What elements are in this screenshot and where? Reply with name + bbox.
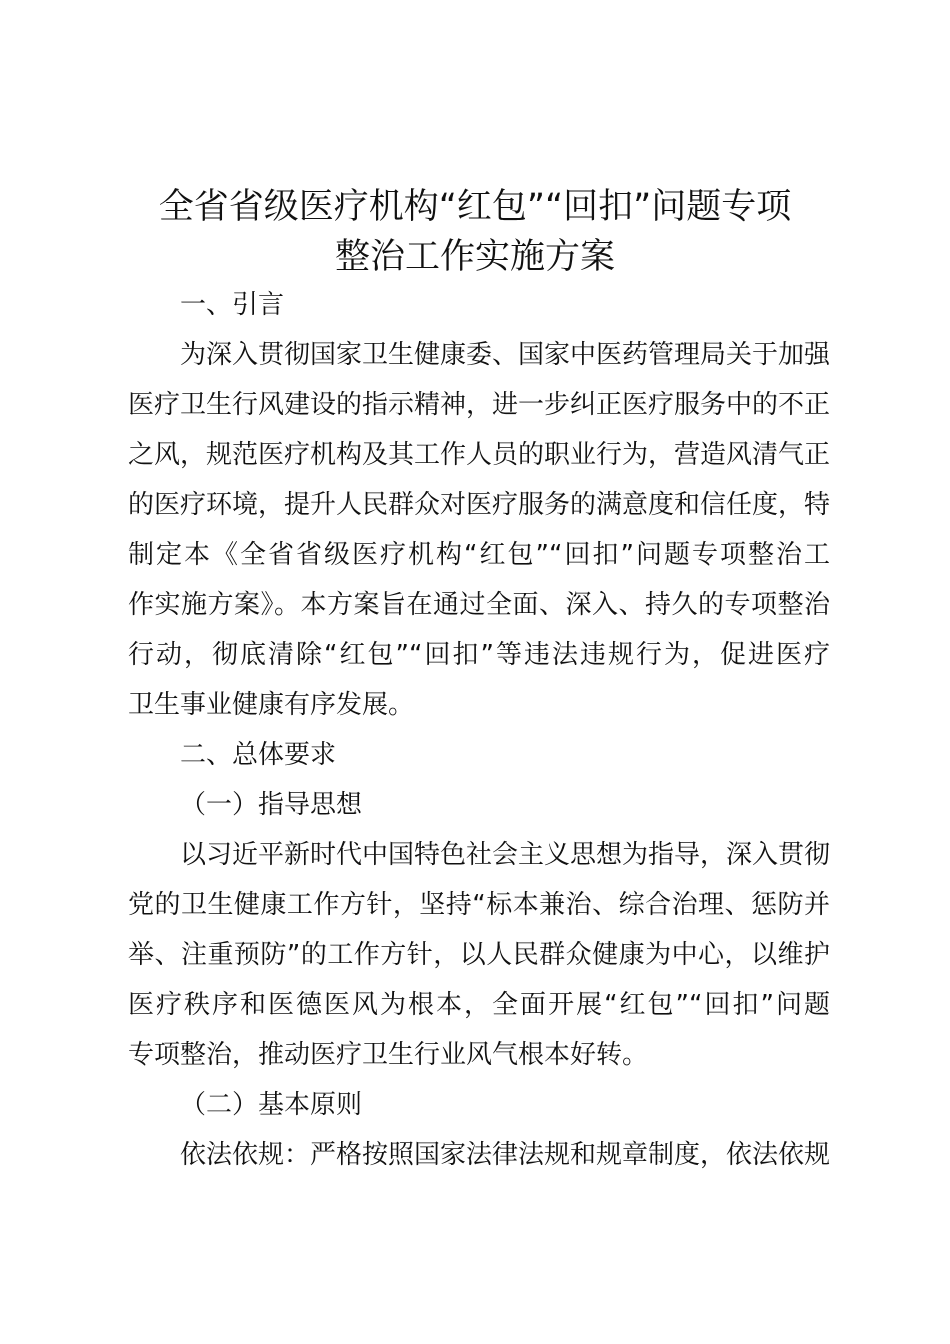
- paragraph-line: 以习近平新时代中国特色社会主义思想为指导，深入贯彻: [180, 840, 830, 870]
- paragraph-line: 之风，规范医疗机构及其工作人员的职业行为，营造风清气正: [128, 440, 830, 470]
- paragraph-line: 医疗卫生行风建设的指示精神，进一步纠正医疗服务中的不正: [128, 390, 830, 420]
- paragraph-line: 党的卫生健康工作方针，坚持“标本兼治、综合治理、惩防并: [128, 890, 830, 920]
- paragraph-line: 作实施方案》。本方案旨在通过全面、深入、持久的专项整治: [128, 590, 830, 620]
- paragraph-line: 的医疗环境，提升人民群众对医疗服务的满意度和信任度，特: [128, 490, 830, 520]
- paragraph-line: 依法依规：严格按照国家法律法规和规章制度，依法依规: [180, 1140, 830, 1170]
- subsection-heading-guiding-ideology: （一）指导思想: [180, 790, 363, 820]
- paragraph-line: 举、注重预防”的工作方针，以人民群众健康为中心，以维护: [128, 940, 830, 970]
- paragraph-line: 制定本《全省省级医疗机构“红包”“回扣”问题专项整治工: [128, 540, 830, 570]
- section-heading-introduction: 一、引言: [180, 290, 285, 320]
- paragraph-line: 行动，彻底清除“红包”“回扣”等违法违规行为，促进医疗: [128, 640, 830, 670]
- document-body: [128, 280, 830, 1180]
- document-title-line-1: 全省省级医疗机构“红包”“回扣”问题专项: [158, 187, 792, 227]
- document-title-line-2: 整治工作实施方案: [334, 237, 615, 277]
- paragraph-line: 卫生事业健康有序发展。: [128, 690, 415, 720]
- paragraph-line: 专项整治，推动医疗卫生行业风气根本好转。: [128, 1040, 649, 1070]
- paragraph-line: 医疗秩序和医德医风为根本，全面开展“红包”“回扣”问题: [128, 990, 830, 1020]
- paragraph-line: 为深入贯彻国家卫生健康委、国家中医药管理局关于加强: [180, 340, 830, 370]
- section-heading-general-requirements: 二、总体要求: [180, 740, 337, 770]
- subsection-heading-basic-principles: （二）基本原则: [180, 1090, 363, 1120]
